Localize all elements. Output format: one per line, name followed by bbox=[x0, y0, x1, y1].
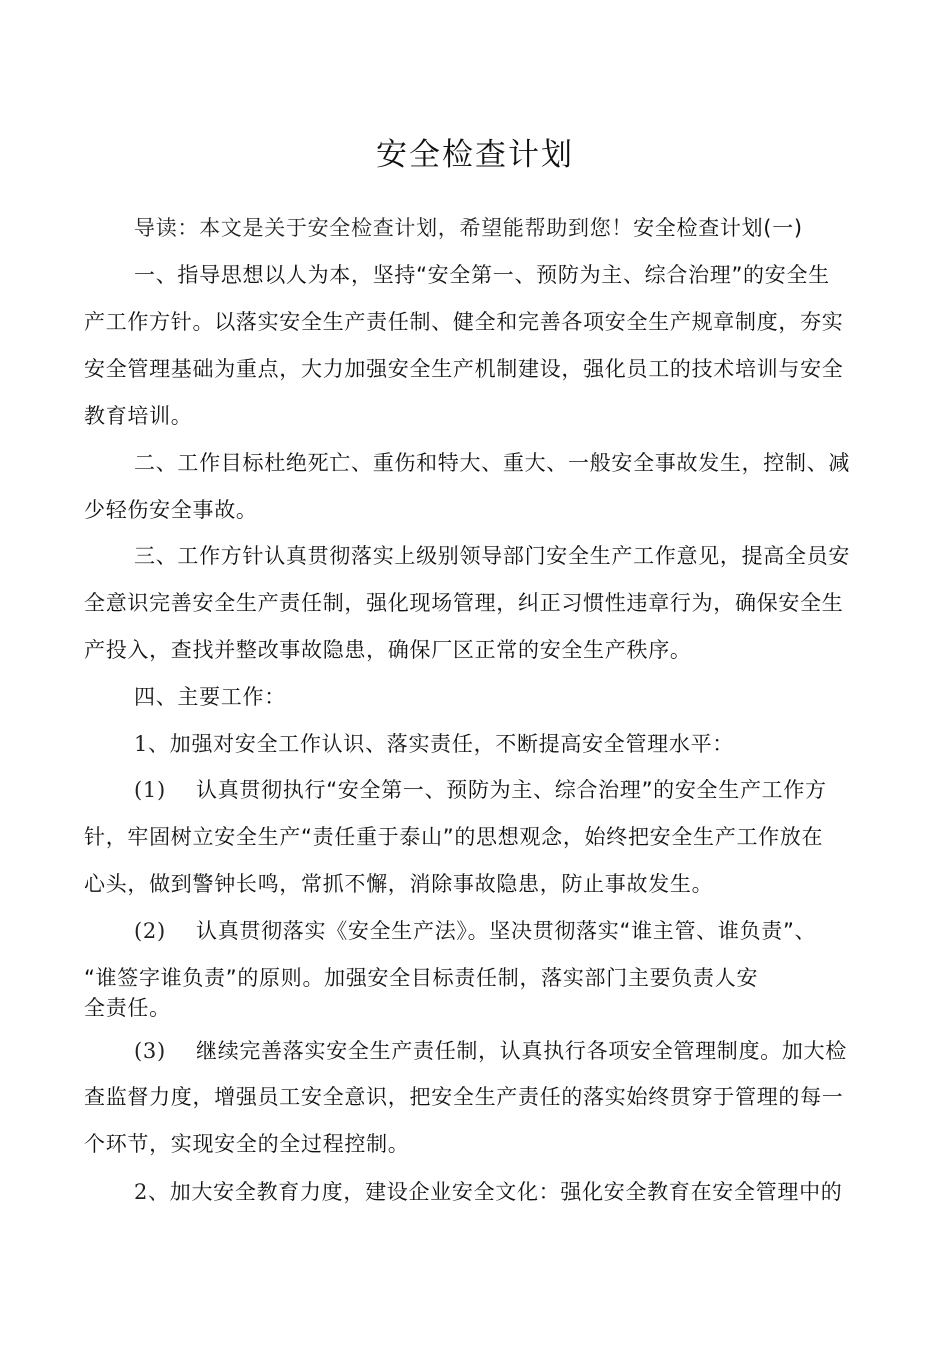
section1-line3: 安全管理基础为重点，大力加强安全生产机制建设，强化员工的技术培训与安全 bbox=[84, 357, 844, 381]
item2-line3: 全责任。 bbox=[84, 996, 171, 1020]
item3-text1: 继续完善落实安全生产责任制，认真执行各项安全管理制度。加大检 bbox=[196, 1039, 847, 1063]
section2-line2: 少轻伤安全事故。 bbox=[84, 498, 258, 522]
section4-heading: 四、主要工作： bbox=[134, 685, 286, 709]
section1-line4: 教育培训。 bbox=[84, 404, 193, 428]
point1-number: 1、 bbox=[134, 732, 170, 756]
point2-number: 2、 bbox=[134, 1180, 170, 1204]
point2-line bbox=[134, 1177, 842, 1207]
document-title: 安全检查计划 bbox=[376, 137, 574, 173]
item3-line3: 个环节，实现安全的全过程控制。 bbox=[84, 1132, 410, 1156]
intro-subtitle: 安全检查计划(一) bbox=[633, 216, 803, 240]
section3-line1: 三、工作方针认真贯彻落实上级别领导部门安全生产工作意见，提高全员安 bbox=[134, 544, 851, 568]
section1-line1: 一、指导思想以人为本，坚持“安全第一、预防为主、综合治理”的安全生 bbox=[134, 263, 830, 287]
item1-line3: 心头，做到警钟长鸣，常抓不懈，消除事故隐患，防止事故发生。 bbox=[84, 872, 714, 896]
item2-line1 bbox=[134, 916, 816, 946]
item3-line2: 查监督力度，增强员工安全意识，把安全生产责任的落实始终贯穿于管理的每一 bbox=[84, 1085, 844, 1109]
item1-line2: 针，牢固树立安全生产“责任重于泰山”的思想观念，始终把安全生产工作放在 bbox=[84, 825, 824, 849]
item3-line1 bbox=[134, 1036, 847, 1066]
point1-line bbox=[134, 729, 734, 759]
intro-lead: 导读：本文是关于安全检查计划，希望能帮助到您！ bbox=[134, 216, 634, 240]
section1-line2: 产工作方针。以落实安全生产责任制、健全和完善各项安全生产规章制度，夯实 bbox=[84, 310, 844, 334]
intro-line bbox=[134, 213, 803, 243]
item2-number: (2) bbox=[134, 919, 166, 943]
section3-line3: 产投入，查找并整改事故隐患，确保厂区正常的安全生产秩序。 bbox=[84, 638, 692, 662]
item1-text1: 认真贯彻执行“安全第一、预防为主、综合治理”的安全生产工作方 bbox=[196, 778, 827, 802]
item2-line2: “谁签字谁负责”的原则。加强安全目标责任制，落实部门主要负责人安 bbox=[84, 966, 759, 990]
item1-line1 bbox=[134, 775, 827, 805]
section2-line1: 二、工作目标杜绝死亡、重伤和特大、重大、一般安全事故发生，控制、减 bbox=[134, 451, 851, 475]
item2-text1: 认真贯彻落实《安全生产法》。坚决贯彻落实“谁主管、谁负责”、 bbox=[196, 919, 817, 943]
item1-number: (1) bbox=[134, 778, 166, 802]
item3-number: (3) bbox=[134, 1039, 166, 1063]
point1-text: 加强对安全工作认识、落实责任，不断提高安全管理水平： bbox=[169, 732, 734, 756]
point2-text: 加大安全教育力度，建设企业安全文化：强化安全教育在安全管理中的 bbox=[169, 1180, 843, 1204]
section3-line2: 全意识完善安全生产责任制，强化现场管理，纠正习惯性违章行为，确保安全生 bbox=[84, 591, 844, 615]
